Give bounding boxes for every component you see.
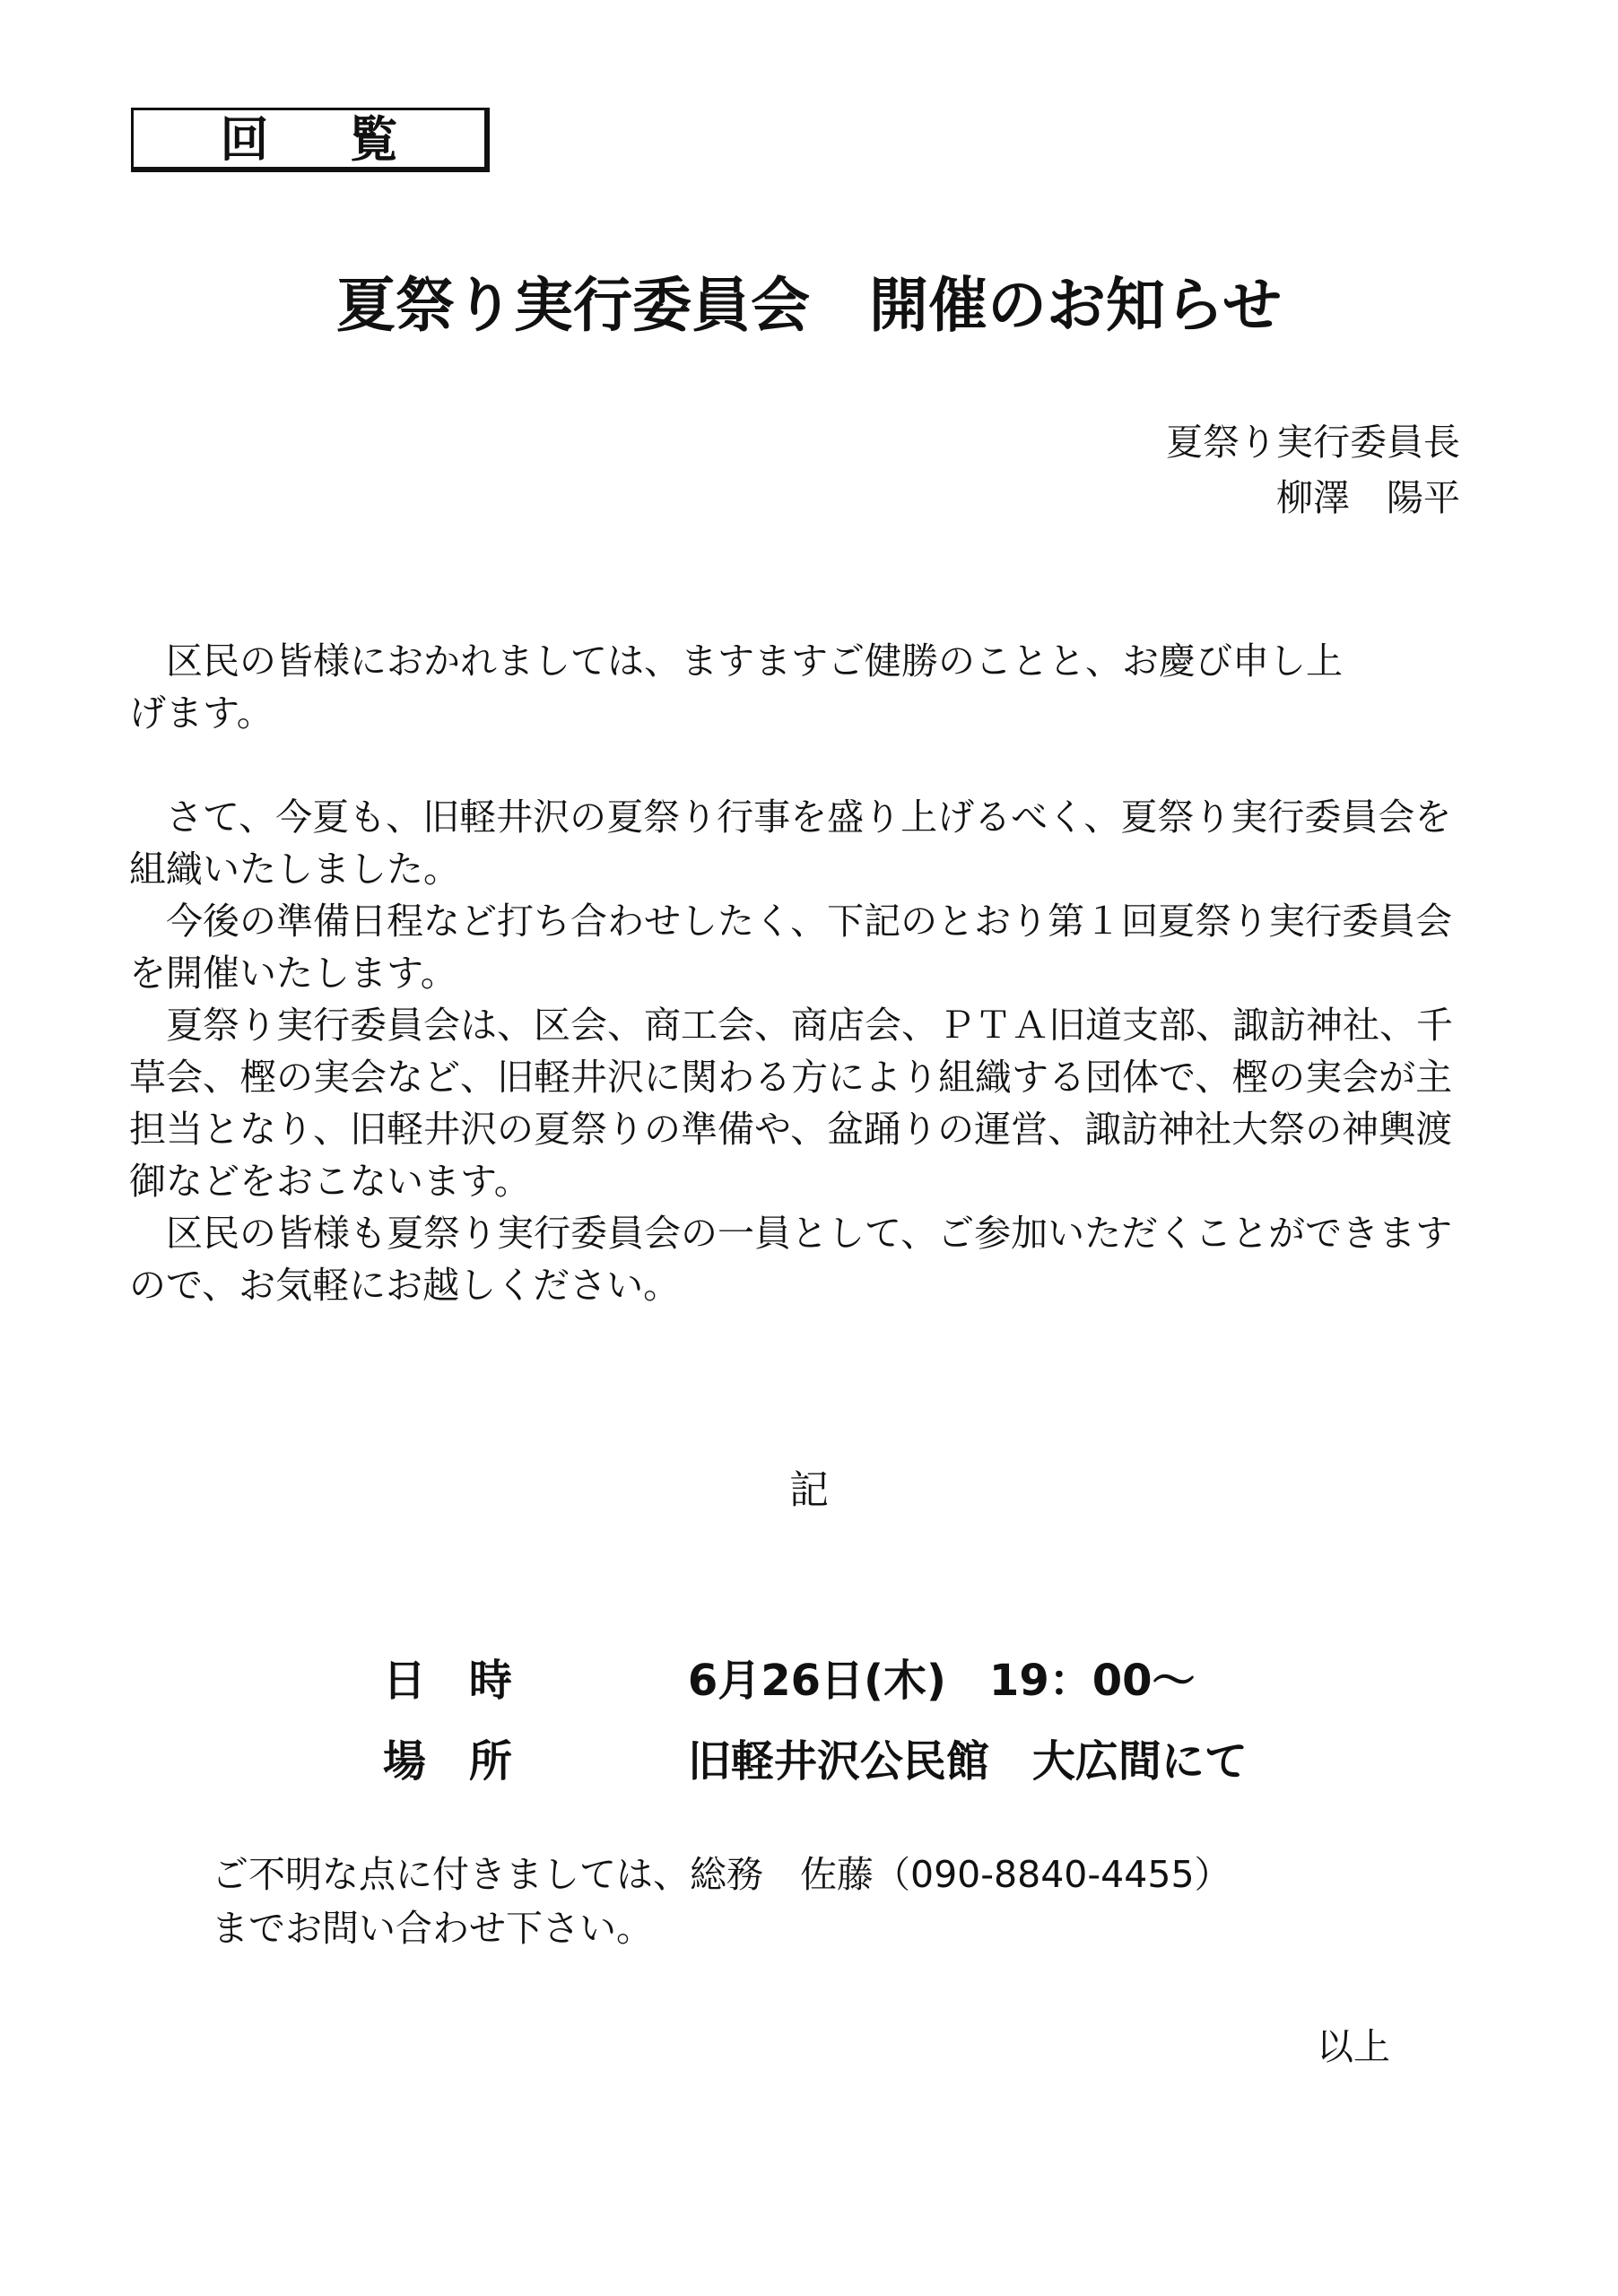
body-text — [129, 635, 1462, 1311]
contact-block — [212, 1848, 1231, 1955]
closing-text: 以上 — [1317, 2025, 1390, 2068]
circulation-stamp-box — [131, 108, 490, 172]
place-value: 旧軽井沢公民館 大広間にて — [687, 1736, 1248, 1787]
greeting-paragraph — [129, 635, 1462, 739]
body-paragraph-3: 夏祭り実行委員会は、区会、商工会、商店会、ＰＴＡ旧道支部、諏訪神社、千草会、樫の実会など、旧軽井沢に関わる方により組織する団体で、樫の実会が主担当となり、旧軽井沢の夏祭りの準備や、盆踊りの運営、諏訪神社大祭の神輿渡御などをおこないます。 — [129, 1004, 1453, 1203]
contact-line-2: までお問い合わせ下さい。 — [212, 1907, 653, 1950]
place-label: 場 所 — [382, 1736, 512, 1787]
circulation-label: 回覧 — [220, 111, 479, 168]
sender-role: 夏祭り実行委員長 — [1166, 421, 1460, 464]
date-label: 日 時 — [382, 1656, 512, 1706]
document-title: 夏祭り実行委員会 開催のお知らせ — [335, 271, 1283, 340]
greeting-line-2: げます。 — [129, 691, 274, 735]
body-paragraph-1: さて、今夏も、旧軽井沢の夏祭り行事を盛り上げるべく、夏祭り実行委員会を組織いたしました。 — [129, 796, 1452, 891]
body-paragraph-2: 今後の準備日程など打ち合わせしたく、下記のとおり第１回夏祭り実行委員会を開催いたします。 — [129, 900, 1453, 995]
paragraph-gap — [129, 739, 1462, 791]
sender-name: 柳澤 陽平 — [1276, 476, 1460, 519]
greeting-line-1: 区民の皆様におかれましては、ますますご健勝のことと、お慶び申し上 — [166, 639, 1343, 683]
contact-line-1: ご不明な点に付きましては、総務 佐藤（090-8840-4455） — [212, 1853, 1231, 1896]
place-row — [323, 1675, 1248, 1848]
sender-block — [1166, 414, 1460, 526]
body-paragraph-4: 区民の皆様も夏祭り実行委員会の一員として、ご参加いただくことができますので、お気軽にお越しください。 — [129, 1212, 1453, 1307]
date-value: 6月26日(木) 19：00～ — [687, 1656, 1196, 1706]
ki-heading: 記 — [789, 1467, 829, 1513]
